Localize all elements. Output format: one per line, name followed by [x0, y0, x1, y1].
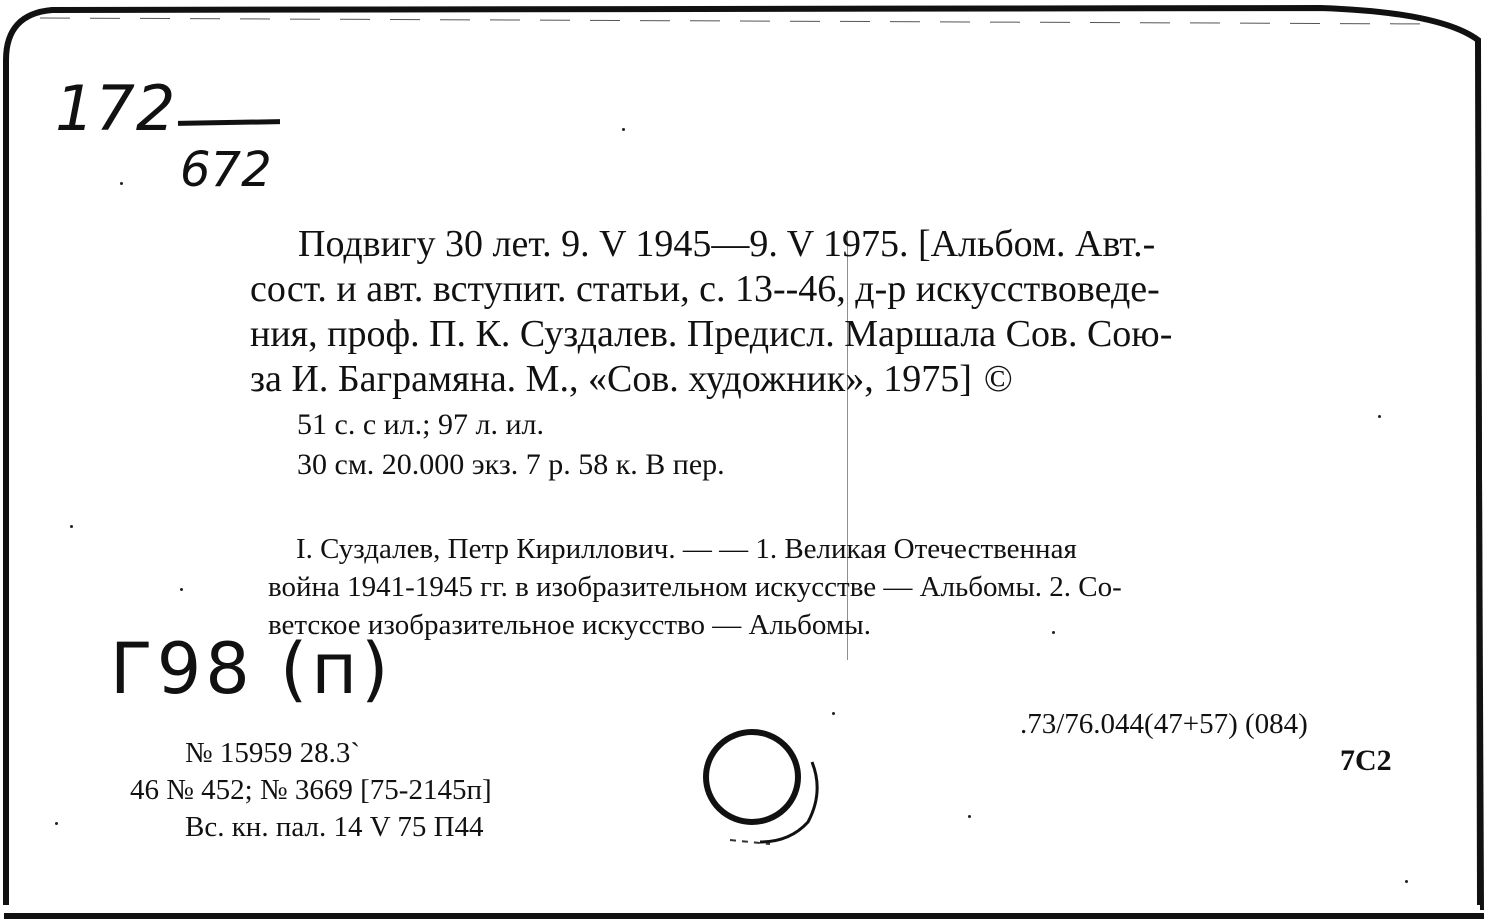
main-entry-line-3: ния, проф. П. К. Суздалев. Предисл. Маршала Сов. Сою- — [250, 313, 1173, 355]
speck — [70, 525, 73, 528]
handwritten-call-code: Г98 (п) — [110, 628, 393, 710]
speck — [1052, 631, 1055, 634]
main-entry-line-4 — [250, 357, 1430, 402]
speck — [622, 128, 625, 131]
collation-size-price: 30 см. 20.000 экз. 7 р. 58 к. В пер. — [297, 448, 725, 481]
main-entry — [250, 222, 1430, 402]
shelf-mark-numerator: 172 — [55, 72, 177, 145]
speck — [120, 182, 123, 185]
collation-pages: 51 с. с ил.; 97 л. ил. — [297, 408, 544, 441]
imprint-line-2: 46 № 452; № 3669 [75-2145п] — [130, 774, 492, 806]
copyright-symbol: © — [983, 358, 1013, 400]
speck — [1405, 880, 1408, 883]
imprint-block — [130, 735, 492, 846]
main-entry-line-2: сост. и авт. вступит. статьи, с. 13--46, д-р искусствоведе- — [250, 268, 1160, 310]
main-entry-line-1: Подвигу 30 лет. 9. V 1945—9. V 1975. [Альбом. Авт.- — [298, 223, 1156, 265]
tracings-line-2: война 1941-1945 гг. в изобразительном искусстве — Альбомы. 2. Со- — [268, 571, 1122, 603]
udc-classification: .73/76.044(47+57) (084) — [1020, 708, 1308, 740]
imprint-line-1: № 15959 28.3` — [185, 737, 361, 769]
main-entry-line-4-text: за И. Баграмяна. М., «Сов. художник», 1975] — [250, 358, 972, 400]
speck — [55, 822, 58, 825]
tracings-line-1: I. Суздалев, Петр Кириллович. — — 1. Великая Отечественная — [296, 533, 1077, 565]
speck — [180, 588, 183, 591]
speck — [1378, 415, 1381, 418]
imprint-line-3: Вс. кн. пал. 14 V 75 П44 — [185, 811, 484, 843]
shelf-mark-denominator: 672 — [180, 142, 272, 198]
tracings-line-3: ветское изобразительное искусство — Альбомы. — [268, 609, 871, 641]
speck — [832, 712, 835, 715]
author-sign: 7С2 — [1340, 744, 1392, 777]
library-stamp-icon — [700, 722, 840, 852]
speck — [968, 815, 971, 818]
tracings — [268, 530, 1122, 644]
